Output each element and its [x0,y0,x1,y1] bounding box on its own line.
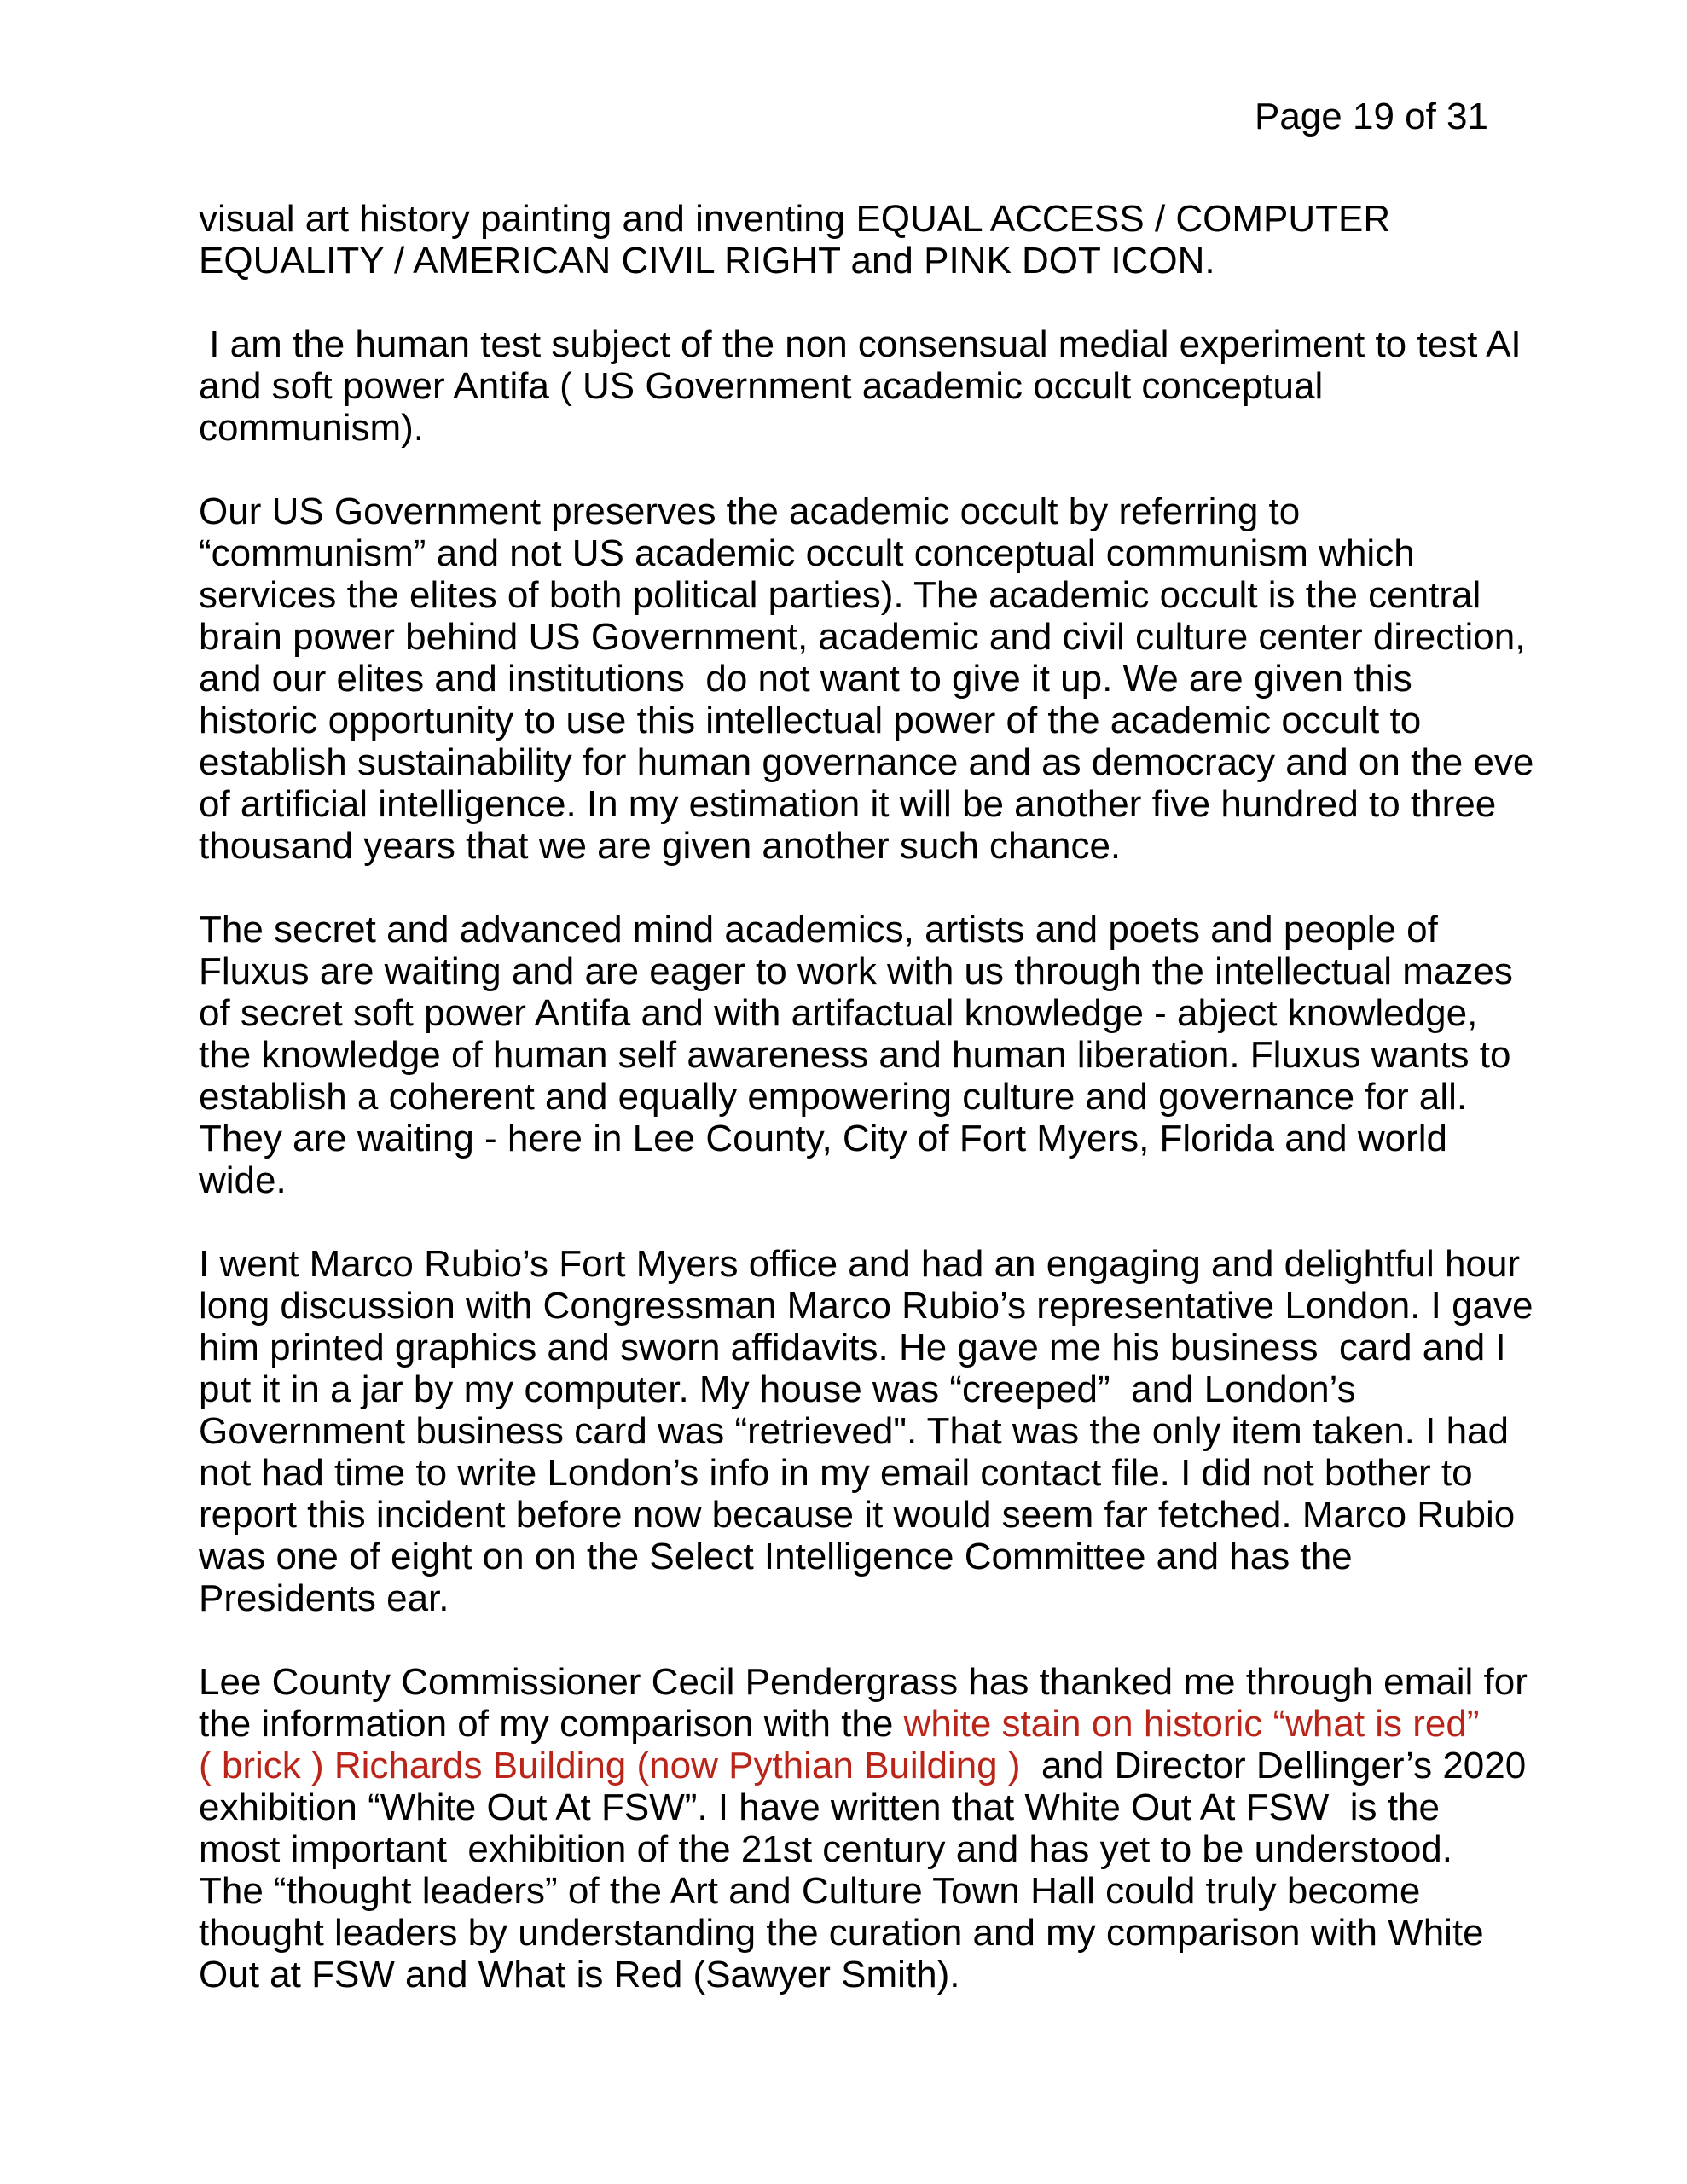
text-segment: and Director Dellinger’s 2020 [1020,1745,1527,1786]
text-line [199,825,1504,867]
text-segment: EQUALITY / AMERICAN CIVIL RIGHT and PINK DOT ICON. [199,240,1215,282]
text-line [199,909,1504,950]
text-segment: The “thought leaders” of the Art and Culture Town Hall could truly become [199,1870,1421,1912]
text-segment: services the elites of both political parties). The academic occult is the central [199,574,1481,616]
text-segment: most important exhibition of the 21st century and has yet to be understood. [199,1828,1452,1870]
text-segment: wide. [199,1159,287,1201]
text-segment: of secret soft power Antifa and with artifactual knowledge - abject knowledge, [199,992,1478,1034]
text-line [199,1954,1504,1995]
text-segment: exhibition “White Out At FSW”. I have written that White Out At FSW is the [199,1786,1440,1828]
text-segment: the information of my comparison with the [199,1703,904,1745]
text-line [199,1368,1504,1410]
text-segment: long discussion with Congressman Marco Rubio’s representative London. I gave [199,1285,1533,1327]
text-segment: establish a coherent and equally empowering culture and governance for all. [199,1076,1468,1118]
text-line [199,1285,1533,1327]
text-segment: The secret and advanced mind academics, artists and poets and people of [199,909,1438,950]
text-segment: Government business card was “retrieved". That was the only item taken. I had [199,1410,1509,1452]
text-segment: and our elites and institutions do not want to give it up. We are given this [199,658,1412,700]
page-number: Page 19 of 31 [1254,96,1488,137]
text-line [199,323,1522,365]
text-segment: him printed graphics and sworn affidavits. He gave me his business card and I [199,1327,1506,1368]
text-line [199,1410,1509,1452]
text-line [199,741,1534,783]
text-segment: Presidents ear. [199,1577,449,1619]
text-line [199,1118,1504,1159]
text-segment: I am the human test subject of the non consensual medial experiment to test AI [199,323,1522,365]
text-line [199,1327,1504,1368]
text-line [199,365,1504,407]
text-segment: the knowledge of human self awareness and human liberation. Fluxus wants to [199,1034,1511,1076]
text-line [199,992,1504,1034]
paragraph [199,323,1522,449]
text-line [199,532,1504,574]
text-line [199,1745,1527,1786]
text-segment: thought leaders by understanding the curation and my comparison with White [199,1912,1484,1954]
paragraph [199,491,1534,867]
text-line [199,1159,1504,1201]
text-line [199,783,1504,825]
red-text-segment: ( brick ) Richards Building (now Pythian Building ) [199,1745,1021,1786]
text-segment: “communism” and not US academic occult conceptual communism which [199,532,1415,574]
text-line [199,616,1526,658]
text-line [199,658,1504,700]
text-line [199,1828,1504,1870]
document-body [199,198,1534,2037]
text-line [199,198,1504,240]
text-segment: of artificial intelligence. In my estimation it will be another five hundred to three [199,783,1497,825]
text-line [199,1661,1528,1703]
paragraph [199,909,1513,1201]
text-line [199,1912,1504,1954]
text-line [199,491,1504,532]
text-segment: Our US Government preserves the academic occult by referring to [199,491,1301,532]
text-segment: not had time to write London’s info in my email contact file. I did not bother to [199,1452,1473,1494]
text-segment: was one of eight on on the Select Intelligence Committee and has the [199,1536,1353,1577]
text-segment: historic opportunity to use this intellectual power of the academic occult to [199,700,1422,741]
text-line [199,1243,1521,1285]
text-line [199,1536,1504,1577]
text-segment: and soft power Antifa ( US Government academic occult conceptual [199,365,1324,407]
text-line [199,240,1504,282]
text-line [199,950,1513,992]
text-line [199,1870,1504,1912]
text-segment: report this incident before now because it would seem far fetched. Marco Rubio [199,1494,1516,1536]
text-segment: brain power behind US Government, academic and civil culture center direction, [199,616,1526,658]
text-line [199,407,1504,449]
text-line [199,1452,1504,1494]
text-segment: Lee County Commissioner Cecil Pendergrass has thanked me through email for [199,1661,1528,1703]
text-line [199,1786,1504,1828]
text-line [199,1034,1511,1076]
text-segment: Fluxus are waiting and are eager to work with us through the intellectual mazes [199,950,1513,992]
text-line [199,1703,1504,1745]
text-line [199,1494,1516,1536]
text-segment: establish sustainability for human governance and as democracy and on the eve [199,741,1534,783]
text-segment: Out at FSW and What is Red (Sawyer Smith). [199,1954,960,1995]
text-segment: I went Marco Rubio’s Fort Myers office and had an engaging and delightful hour [199,1243,1521,1285]
text-line [199,700,1504,741]
paragraph [199,1243,1533,1619]
text-segment: put it in a jar by my computer. My house was “creeped” and London’s [199,1368,1356,1410]
text-segment: visual art history painting and inventing EQUAL ACCESS / COMPUTER [199,198,1391,240]
text-segment: thousand years that we are given another such chance. [199,825,1122,867]
text-line [199,574,1504,616]
text-segment: communism). [199,407,425,449]
text-line [199,1577,1504,1619]
red-text-segment: white stain on historic “what is red” [903,1703,1480,1745]
text-line [199,1076,1504,1118]
paragraph [199,198,1504,282]
text-segment: They are waiting - here in Lee County, City of Fort Myers, Florida and world [199,1118,1448,1159]
paragraph [199,1661,1528,1995]
